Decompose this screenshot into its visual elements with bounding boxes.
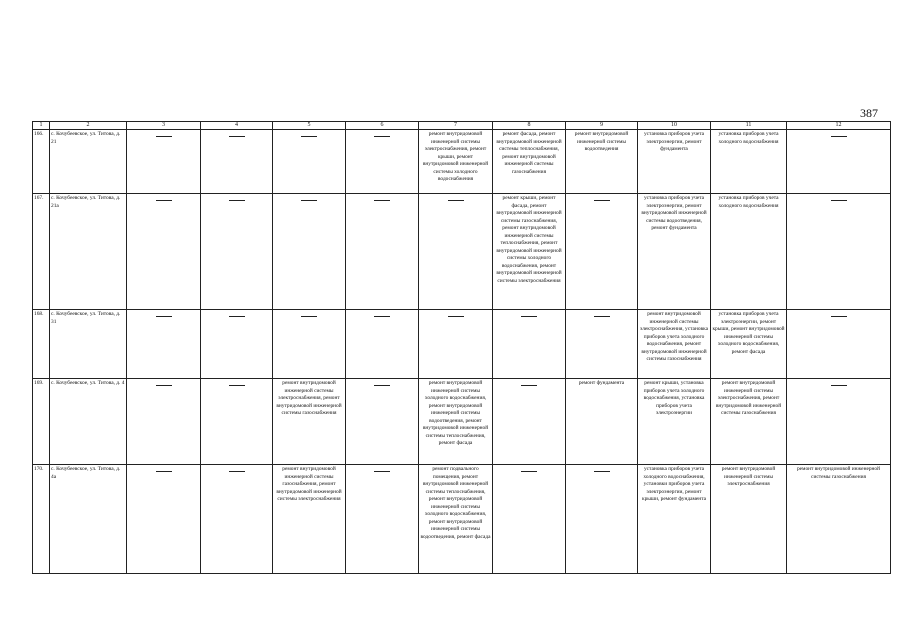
column-header: 8 <box>493 122 566 130</box>
empty-cell <box>127 310 201 379</box>
dash-mark <box>831 385 847 386</box>
table-row <box>33 465 891 574</box>
work-cell: ремонт фундамента <box>566 379 638 465</box>
column-header: 4 <box>201 122 273 130</box>
dash-mark <box>594 200 610 201</box>
dash-mark <box>229 316 245 317</box>
address-cell: с. Кочубеевское, ул. Титова, д. 4а <box>50 465 127 574</box>
address-cell: с. Кочубеевское, ул. Титова, д. 21 <box>50 130 127 194</box>
work-cell: ремонт внутридомовой инженерной системы электроснабжения, ремонт крыши, ремонт внутридомовой инженерной системы холодного водоснабжения <box>419 130 493 194</box>
empty-cell <box>127 194 201 310</box>
address-cell: с. Кочубеевское, ул. Титова, д. 21а <box>50 194 127 310</box>
dash-mark <box>301 200 317 201</box>
dash-mark <box>229 136 245 137</box>
dash-mark <box>594 471 610 472</box>
dash-mark <box>229 200 245 201</box>
dash-mark <box>374 200 390 201</box>
row-number: 166. <box>33 130 50 194</box>
empty-cell <box>127 130 201 194</box>
work-cell: ремонт внутридомовой инженерной системы газоснабжения, ремонт внутридомовой инженерной системы электроснабжения <box>273 465 346 574</box>
empty-cell <box>127 465 201 574</box>
work-cell: установка приборов учета электроэнергии, ремонт фундамента <box>638 130 711 194</box>
work-cell: ремонт внутридомовой инженерной системы холодного водоснабжения, ремонт внутридомовой инженерной системы водоотведения, ремонт внутридомовой инженерной системы теплоснабжения, ремонт фасада <box>419 379 493 465</box>
page-number: 387 <box>860 106 878 120</box>
dash-mark <box>831 316 847 317</box>
empty-cell <box>201 310 273 379</box>
dash-mark <box>521 385 537 386</box>
row-number: 168. <box>33 310 50 379</box>
empty-cell <box>201 194 273 310</box>
column-header: 3 <box>127 122 201 130</box>
column-header: 10 <box>638 122 711 130</box>
empty-cell <box>201 465 273 574</box>
empty-cell <box>201 130 273 194</box>
dash-mark <box>374 316 390 317</box>
work-cell: установка приборов учета холодного водоснабжения <box>711 130 787 194</box>
empty-cell <box>787 310 891 379</box>
empty-cell <box>787 194 891 310</box>
empty-cell <box>566 310 638 379</box>
dash-mark <box>521 316 537 317</box>
column-header: 11 <box>711 122 787 130</box>
empty-cell <box>346 310 419 379</box>
empty-cell <box>493 310 566 379</box>
work-cell: ремонт внутридомовой инженерной системы электроснабжения <box>711 465 787 574</box>
dash-mark <box>448 316 464 317</box>
dash-mark <box>229 385 245 386</box>
work-cell: ремонт крыши, ремонт фасада, ремонт внутридомовой инженерной системы газоснабжения, ремонт внутридомовой инженерной системы теплоснабжения, ремонт внутридомовой инженерной системы холодного водоснабжения, ремонт внутридомовой инженерной системы электроснабжения <box>493 194 566 310</box>
empty-cell <box>787 379 891 465</box>
table-row <box>33 194 891 310</box>
address-cell: с. Кочубеевское, ул. Титова, д. 31 <box>50 310 127 379</box>
dash-mark <box>229 471 245 472</box>
dash-mark <box>301 136 317 137</box>
work-cell: ремонт внутридомовой инженерной системы электроснабжения, ремонт внутридомовой инженерной системы газоснабжения <box>273 379 346 465</box>
row-number: 170. <box>33 465 50 574</box>
dash-mark <box>156 200 172 201</box>
dash-mark <box>156 471 172 472</box>
column-header: 2 <box>50 122 127 130</box>
empty-cell <box>419 194 493 310</box>
work-cell: установка приборов учета электроэнергии, ремонт крыши, ремонт внутридомовой инженерной системы холодного водоснабжения, ремонт фасада <box>711 310 787 379</box>
dash-mark <box>374 136 390 137</box>
header-row <box>33 122 891 130</box>
work-cell: установка приборов учета холодного водоснабжения, установки приборов учета электроэнергии, ремонт крыши, ремонт фундамента <box>638 465 711 574</box>
empty-cell <box>346 130 419 194</box>
column-header: 6 <box>346 122 419 130</box>
dash-mark <box>594 316 610 317</box>
address-cell: с. Кочубеевское, ул. Титова, д. 4 <box>50 379 127 465</box>
empty-cell <box>273 194 346 310</box>
dash-mark <box>374 471 390 472</box>
column-header: 5 <box>273 122 346 130</box>
empty-cell <box>346 465 419 574</box>
dash-mark <box>521 471 537 472</box>
work-cell: ремонт внутридомовой инженерной системы газоснабжения <box>787 465 891 574</box>
works-table <box>32 121 891 574</box>
empty-cell <box>493 379 566 465</box>
empty-cell <box>566 465 638 574</box>
empty-cell <box>346 379 419 465</box>
work-cell: установка приборов учета электроэнергии, ремонт внутридомовой инженерной системы водоотведения, ремонт фундамента <box>638 194 711 310</box>
empty-cell <box>787 130 891 194</box>
empty-cell <box>273 130 346 194</box>
work-cell: ремонт внутридомовой инженерной системы электроснабжения, ремонт внутридомовой инженерной системы газоснабжения <box>711 379 787 465</box>
empty-cell <box>566 194 638 310</box>
column-header: 7 <box>419 122 493 130</box>
table-row <box>33 310 891 379</box>
column-header: 1 <box>33 122 50 130</box>
work-cell: ремонт внутридомовой инженерной системы водоотведения <box>566 130 638 194</box>
work-cell: ремонт фасада, ремонт внутридомовой инженерной системы теплоснабжения, ремонт внутридомовой инженерной системы газоснабжения <box>493 130 566 194</box>
empty-cell <box>346 194 419 310</box>
dash-mark <box>831 200 847 201</box>
table-row <box>33 379 891 465</box>
dash-mark <box>448 200 464 201</box>
row-number: 167. <box>33 194 50 310</box>
column-header: 12 <box>787 122 891 130</box>
work-cell: установка приборов учета холодного водоснабжения <box>711 194 787 310</box>
table-row <box>33 130 891 194</box>
dash-mark <box>301 316 317 317</box>
empty-cell <box>419 310 493 379</box>
dash-mark <box>831 136 847 137</box>
dash-mark <box>156 385 172 386</box>
row-number: 169. <box>33 379 50 465</box>
dash-mark <box>156 136 172 137</box>
work-cell: ремонт крыши, установка приборов учета холодного водоснабжения, установка приборов учета электроэнергии <box>638 379 711 465</box>
empty-cell <box>273 310 346 379</box>
dash-mark <box>156 316 172 317</box>
empty-cell <box>493 465 566 574</box>
dash-mark <box>374 385 390 386</box>
work-cell: ремонт подвального помещения, ремонт внутридомовой инженерной системы теплоснабжения, ремонт внутридомовой инженерной системы холодного водоснабжения, ремонт внутридомовой инженерной системы водоотведения, ремонт фасада <box>419 465 493 574</box>
empty-cell <box>201 379 273 465</box>
column-header: 9 <box>566 122 638 130</box>
empty-cell <box>127 379 201 465</box>
work-cell: ремонт внутридомовой инженерной системы электроснабжения, установка приборов учета холодного водоснабжения, ремонт внутридомовой инженерной системы газоснабжения <box>638 310 711 379</box>
